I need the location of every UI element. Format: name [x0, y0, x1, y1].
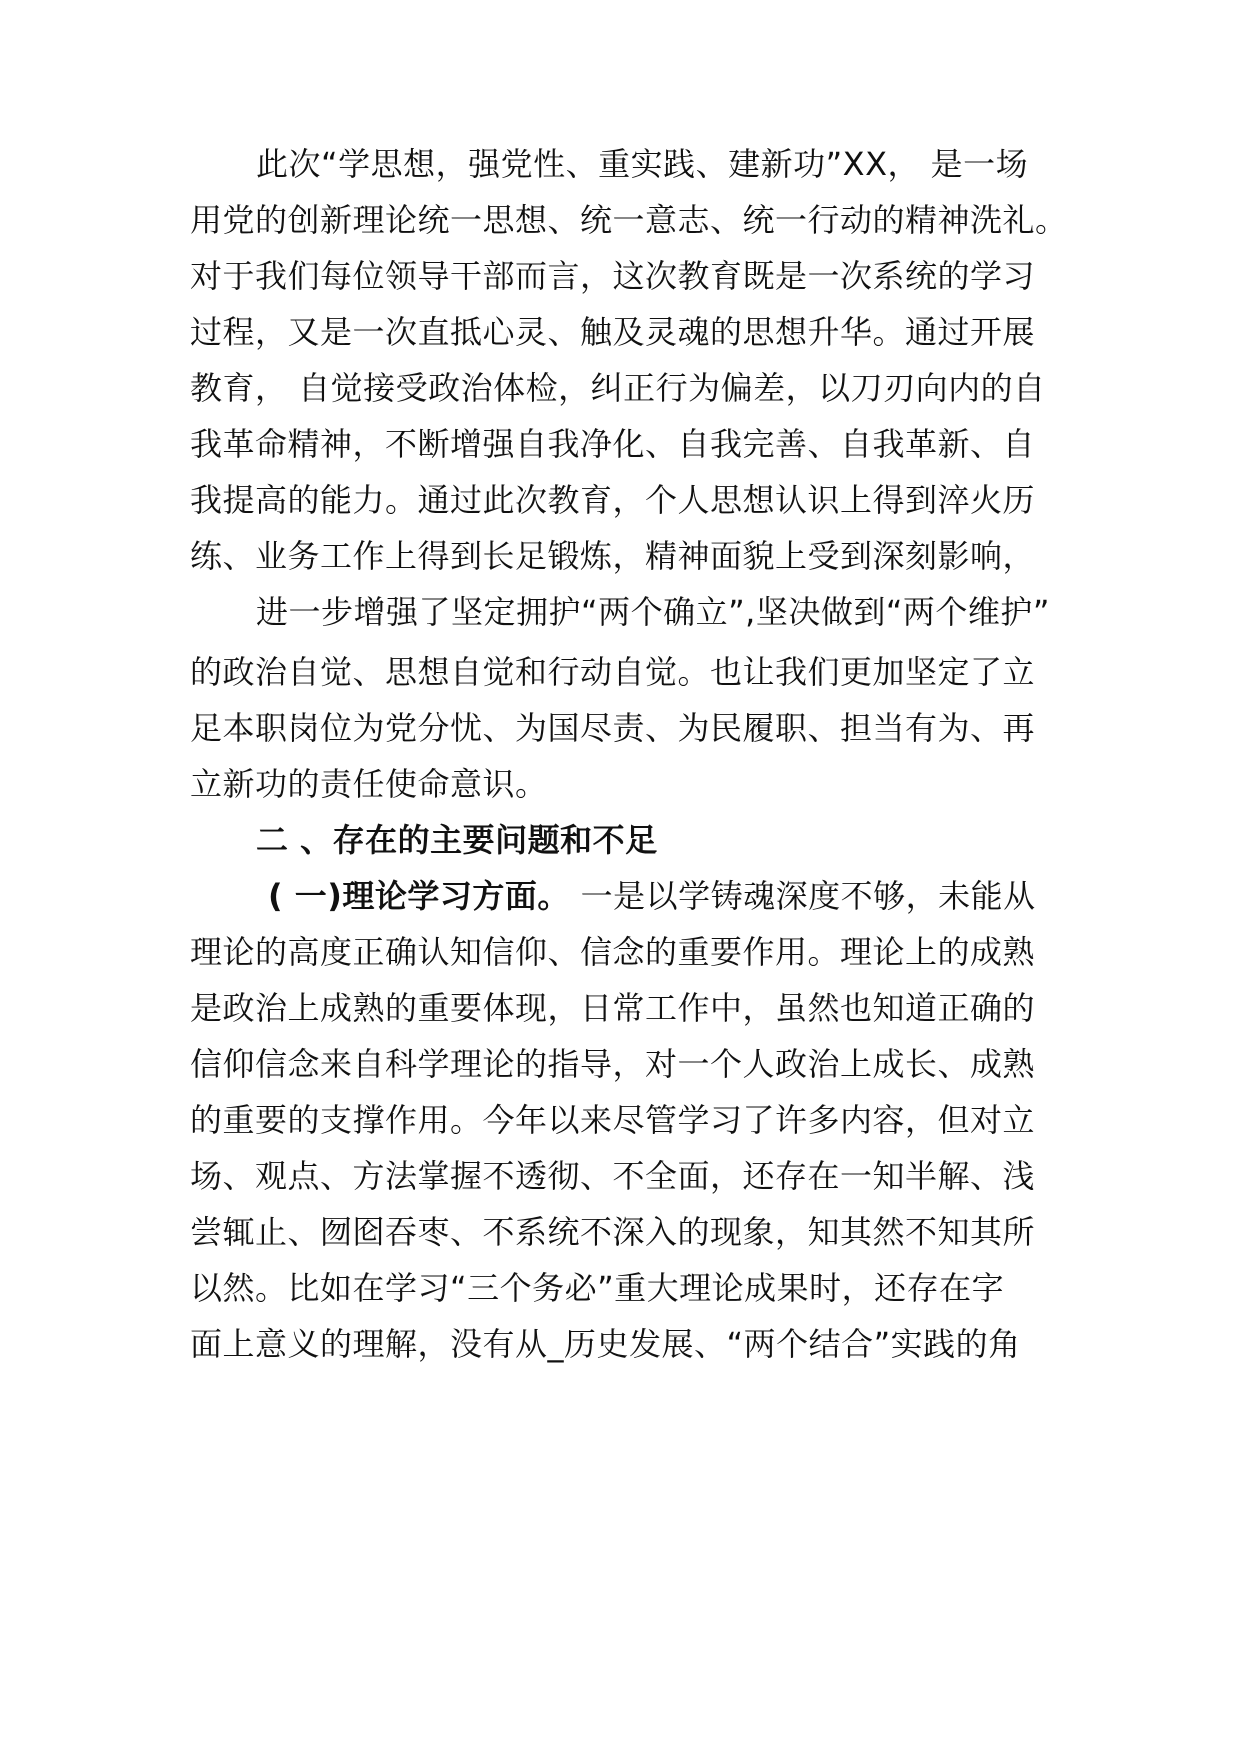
paragraph-line: 此次“学思想，强党性、重实践、建新功”XX， 是一场 [256, 145, 1029, 183]
paragraph-line: 以然。比如在学习“三个务必”重大理论成果时，还存在字 [190, 1269, 1005, 1307]
section-heading: 二 、存在的主要问题和不足 [256, 821, 658, 859]
subsection-line [268, 874, 1148, 918]
paragraph-line: 练、业务工作上得到长足锻炼，精神面貌上受到深刻影响， [190, 537, 1036, 575]
paragraph-line: 是政治上成熟的重要体现，日常工作中，虽然也知道正确的 [190, 989, 1036, 1027]
paragraph-line: 我革命精神，不断增强自我净化、自我完善、自我革新、自 [190, 425, 1036, 463]
paragraph-line: 用党的创新理论统一思想、统一意志、统一行动的精神洗礼。 [190, 201, 1068, 239]
subsection-label: ( 一)理论学习方面。 [268, 877, 570, 915]
paragraph-line: 的重要的支撑作用。今年以来尽管学习了许多内容，但对立 [190, 1101, 1036, 1139]
paragraph-line: 的政治自觉、思想自觉和行动自觉。也让我们更加坚定了立 [190, 653, 1036, 691]
paragraph-line: 场、观点、方法掌握不透彻、不全面，还存在一知半解、浅 [190, 1157, 1036, 1195]
paragraph-line: 足本职岗位为党分忧、为国尽责、为民履职、担当有为、再 [190, 709, 1036, 747]
paragraph-line: 过程，又是一次直抵心灵、触及灵魂的思想升华。通过开展 [190, 313, 1036, 351]
paragraph-line: 信仰信念来自科学理论的指导，对一个人政治上成长、成熟 [190, 1045, 1036, 1083]
paragraph-line: 进一步增强了坚定拥护“两个确立”,坚决做到“两个维护” [256, 593, 1050, 631]
paragraph-line: 立新功的责任使命意识。 [190, 765, 548, 803]
paragraph-line: 教育， 自觉接受政治体检，纠正行为偏差，以刀刃向内的自 [190, 369, 1046, 407]
subsection-text: 一是以学铸魂深度不够，未能从 [569, 877, 1036, 915]
paragraph-line: 面上意义的理解，没有从_历史发展、“两个结合”实践的角 [190, 1325, 1021, 1363]
paragraph-line: 理论的高度正确认知信仰、信念的重要作用。理论上的成熟 [190, 933, 1036, 971]
paragraph-line: 对于我们每位领导干部而言，这次教育既是一次系统的学习 [190, 257, 1036, 295]
paragraph-line: 尝辄止、囫囵吞枣、不系统不深入的现象，知其然不知其所 [190, 1213, 1036, 1251]
paragraph-line: 我提高的能力。通过此次教育，个人思想认识上得到淬火历 [190, 481, 1036, 519]
